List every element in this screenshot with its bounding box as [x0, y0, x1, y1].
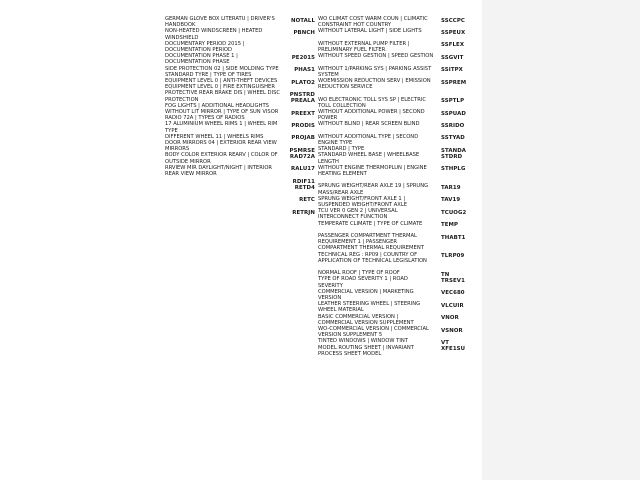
option-description: PASSENGER COMPARTMENT THERMAL REQUIREMENT 1 | PASSENGER COMPARTMENT THERMAL REQUIREMENT: [318, 233, 424, 252]
option-code-left: RDIF11: [292, 178, 315, 185]
list-item: EQUIPMENT LEVEL 0 | ANTI-THEFT DEVICES: [165, 78, 278, 85]
list-item: DIFFERENT WHEEL 11 | WHEELS RIMS: [165, 133, 264, 140]
option-description: COMMERCIAL VERSION | MARKETING VERSION: [318, 288, 414, 301]
option-description: WITHOUT 1/PARKING SYS | PARKING ASSIST SYSTEM: [318, 65, 432, 78]
list-item: NON-HEATED WINDSCREEN | HEATED WINDSHIELD: [165, 28, 263, 41]
option-code-right: TAR19: [441, 184, 461, 191]
option-description: TCU VER 0 GEN 2 | UNIVERSAL INTERCONNECT FUNCTION: [318, 208, 398, 221]
option-description: SPRUNG WEIGHT/REAR AXLE 19 | SPRUNG MASS/REAR AXLE: [318, 183, 429, 196]
option-code-left: PE2015: [291, 54, 315, 61]
option-code-right: THABT1: [441, 234, 466, 241]
option-description: WITHOUT LATERAL LIGHT | SIDE LIGHTS: [318, 28, 422, 35]
option-code-right: SSFLEX: [441, 42, 465, 49]
list-item: RRVIEW MIR DAYLIGHT/NIGHT | INTERIOR REAR VIEW MIRROR: [165, 164, 273, 178]
option-description: WITHOUT BLIND | REAR SCREEN BLIND: [318, 121, 420, 128]
option-description: MODEL ROUTING SHEET | INVARIANT PROCESS SHEET MODEL: [318, 344, 414, 357]
option-description: WITHOUT ADDITIONAL TYPE | SECOND ENGINE TYPE: [318, 133, 419, 146]
option-description: WO-COMMERCIAL VERSION | COMMERCIAL VERSION SUPPLEMENT 5: [318, 326, 429, 339]
page-right-margin: [482, 0, 640, 480]
option-code-left: RAD72A: [289, 153, 315, 160]
option-code-right: SSITPX: [441, 67, 463, 74]
option-code-right: VT: [441, 339, 450, 346]
option-description: TECHNICAL REG : RP09 | COUNTRY OF APPLICATION OF TECHNICAL LEGISLATION: [318, 251, 427, 264]
option-code-right: TEMP: [441, 222, 459, 229]
option-code-right: VEC680: [441, 290, 465, 297]
option-code-right: VNOR: [441, 315, 459, 322]
option-code-left: PHAS1: [294, 67, 315, 74]
option-code-left: RETD4: [294, 184, 315, 191]
option-description: WITHOUT EXTERNAL PUMP FILTER | PRELIMINARY FUEL FILTER.: [318, 40, 410, 53]
option-code-right: SSPEUX: [441, 29, 466, 36]
option-code-left: RETC: [299, 197, 315, 204]
option-code-left: PREEXT: [291, 110, 315, 117]
option-description: TYPE OF ROAD SEVERITY 1 | ROAD SEVERITY: [318, 276, 408, 289]
option-code-right: XFE1SU: [441, 346, 466, 353]
list-item: GERMAN GLOVE BOX LITERATU | DRIVER'S HANDBOOK: [165, 16, 275, 29]
option-code-left: PSMRSE: [289, 147, 315, 154]
option-code-right: SSRIDO: [441, 122, 465, 129]
list-item: DOCUMENTATION PHASE 1 |: [165, 53, 238, 60]
option-code-left: RETRJN: [292, 209, 315, 216]
list-item: FOG LIGHTS | ADDITIONAL HEADLIGHTS: [165, 102, 269, 109]
option-code-left: RALU17: [290, 166, 315, 173]
option-code-left: PLATO2: [291, 79, 315, 86]
option-description: BASIC COMMERCIAL VERSION | COMMERCIAL VERSION SUPPLEMENT: [318, 313, 414, 326]
option-description: WITHOUT ADDITIONAL POWER | SECOND POWER: [318, 109, 425, 122]
option-code-right: TRSEV1: [441, 277, 465, 284]
option-description: LEATHER STEERING WHEEL | STEERING WHEEL MATERIAL: [318, 301, 421, 314]
option-description: TINTED WINDOWS | WINDOW TINT: [318, 338, 408, 345]
list-item: RADIO 72A | TYPES OF RADIOS: [165, 115, 245, 122]
list-item: SIDE PROTECTION 02 | SIDE MOLDING TYPE: [165, 65, 279, 72]
option-description: TEMPERATE CLIMATE | TYPE OF CLIMATE: [318, 220, 423, 227]
list-item: WITHOUT LIT MIRROR | TYPE OF SUN VISOR: [165, 109, 279, 116]
option-description: STANDARD WHEEL BASE | WHEELBASE LENGTH: [318, 152, 420, 165]
option-code-right: SSCCPC: [441, 17, 465, 24]
option-code-right: TCUOG2: [441, 209, 467, 216]
option-code-right: VSNOR: [441, 327, 463, 334]
option-code-right: STHPLG: [441, 166, 466, 173]
option-code-left: PNSTRD: [289, 91, 315, 98]
option-description: STANDARD | TYPE: [318, 146, 365, 153]
list-item: DOOR MIRRORS 04 | EXTERIOR REAR VIEW MIRRORS: [165, 140, 277, 153]
option-description: WOEMISSION REDUCTION SERV | EMISSION REDUCTION SERVICE: [318, 78, 431, 91]
option-description: WITHOUT ENGINE THERMOPLUN | ENGINE HEATING ELEMENT: [318, 164, 427, 177]
option-code-left: PROJAB: [291, 135, 315, 142]
list-item: 17 ALUMINIUM WHEEL RIMS 1 | WHEEL RIM TYPE: [165, 121, 278, 134]
option-description: SPRUNG WEIGHT/FRONT AXLE 1 | SUSPENDED WEIGHT/FRONT AXLE: [318, 195, 407, 208]
option-code-right: VLCUIR: [441, 302, 464, 309]
option-code-left: PREALA: [290, 98, 315, 105]
list-item: BODY COLOR EXTERIOR REARV | COLOR OF OUTSIDE MIRROR: [165, 152, 278, 165]
option-description: NORMAL ROOF | TYPE OF ROOF: [318, 270, 400, 277]
list-item: STANDARD TYRE | TYPE OF TIRES: [165, 71, 252, 78]
option-code-right: STANDA: [441, 147, 467, 154]
option-code-right: STDRD: [441, 153, 463, 160]
list-item: DOCUMENTATION PHASE: [165, 59, 230, 66]
option-code-left: NOTALL: [291, 17, 315, 24]
option-code-right: SSGVIT: [441, 54, 464, 61]
left-description-column: [165, 16, 281, 177]
option-code-right: SSPTLP: [441, 98, 465, 105]
list-item: EQUIPMENT LEVEL 0 | FIRE EXTINGUISHER: [165, 84, 275, 91]
option-description: WO ELECTRONIC TOLL SYS SP | ELECTRIC TOLL COLLECTION: [318, 96, 427, 109]
option-description: WO CLIMAT COST WARM COUN | CLIMATIC CONSTRAINT HOT COUNTRY: [318, 16, 428, 29]
option-code-right: SSPUAD: [441, 110, 466, 117]
option-code-right: SSTYAD: [441, 135, 465, 142]
option-code-right: SSPREM: [441, 79, 467, 86]
option-code-right: TN: [441, 271, 450, 278]
option-description: WITHOUT SPEED GESTION | SPEED GESTION: [318, 53, 434, 60]
list-item: PROTECTIVE REAR BRAKE DIS | WHEEL DISC PROTECTION: [165, 90, 280, 103]
option-code-right: TAV19: [441, 197, 461, 204]
option-code-left: PRODIS: [291, 122, 315, 129]
list-item: DOCUMENTATION PERIOD: [165, 47, 232, 54]
option-code-left: PBNCH: [293, 29, 315, 36]
option-code-right: TLRP09: [441, 253, 465, 260]
list-item: DOCUMENTARY PERIOD 2015 |: [165, 40, 245, 47]
